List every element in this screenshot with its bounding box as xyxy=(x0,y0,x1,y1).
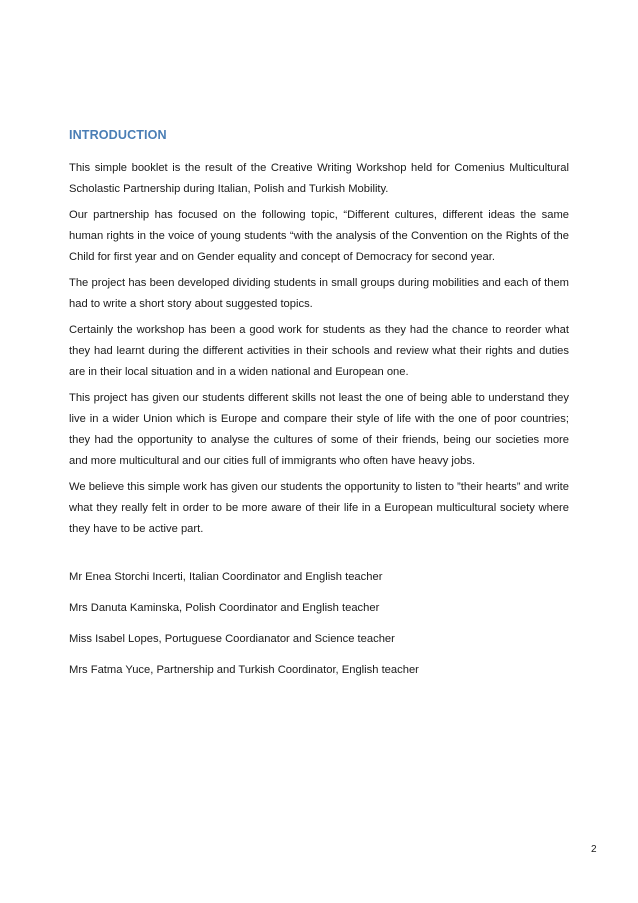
signature-line: Mrs Fatma Yuce, Partnership and Turkish Coordinator, English teacher xyxy=(69,664,419,676)
paragraph: We believe this simple work has given our students the opportunity to listen to ”their hearts” and write what they really felt in order to be more aware of their life in a European multicultural society where they have to be active part. xyxy=(69,481,569,535)
page-content xyxy=(69,128,569,691)
paragraph: This project has given our students different skills not least the one of being able to understand they live in a wider Union which is Europe and compare their style of life with the one of poor countries; they had the opportunity to analyse the cultures of some of their friends, being our societies more and more multicultural and our cities full of immigrants who often have heavy jobs. xyxy=(69,392,569,467)
paragraph: Our partnership has focused on the following topic, “Different cultures, different ideas the same human rights in the voice of young students “with the analysis of the Convention on the Rights of the Child for first year and on Gender equality and concept of Democracy for second year. xyxy=(69,209,569,263)
page-number: 2 xyxy=(591,844,597,855)
signature-line: Miss Isabel Lopes, Portuguese Coordianator and Science teacher xyxy=(69,633,395,645)
signature-list xyxy=(69,567,569,681)
section-heading: INTRODUCTION xyxy=(69,128,167,142)
paragraph: Certainly the workshop has been a good work for students as they had the chance to reorder what they had learnt during the different activities in their schools and review what their rights and duties are in their local situation and in a widen national and European one. xyxy=(69,324,569,378)
signature-line: Mrs Danuta Kaminska, Polish Coordinator and English teacher xyxy=(69,602,380,614)
paragraph: The project has been developed dividing students in small groups during mobilities and each of them had to write a short story about suggested topics. xyxy=(69,277,569,310)
paragraph: This simple booklet is the result of the Creative Writing Workshop held for Comenius Multicultural Scholastic Partnership during Italian, Polish and Turkish Mobility. xyxy=(69,162,569,195)
signature-line: Mr Enea Storchi Incerti, Italian Coordinator and English teacher xyxy=(69,571,383,583)
